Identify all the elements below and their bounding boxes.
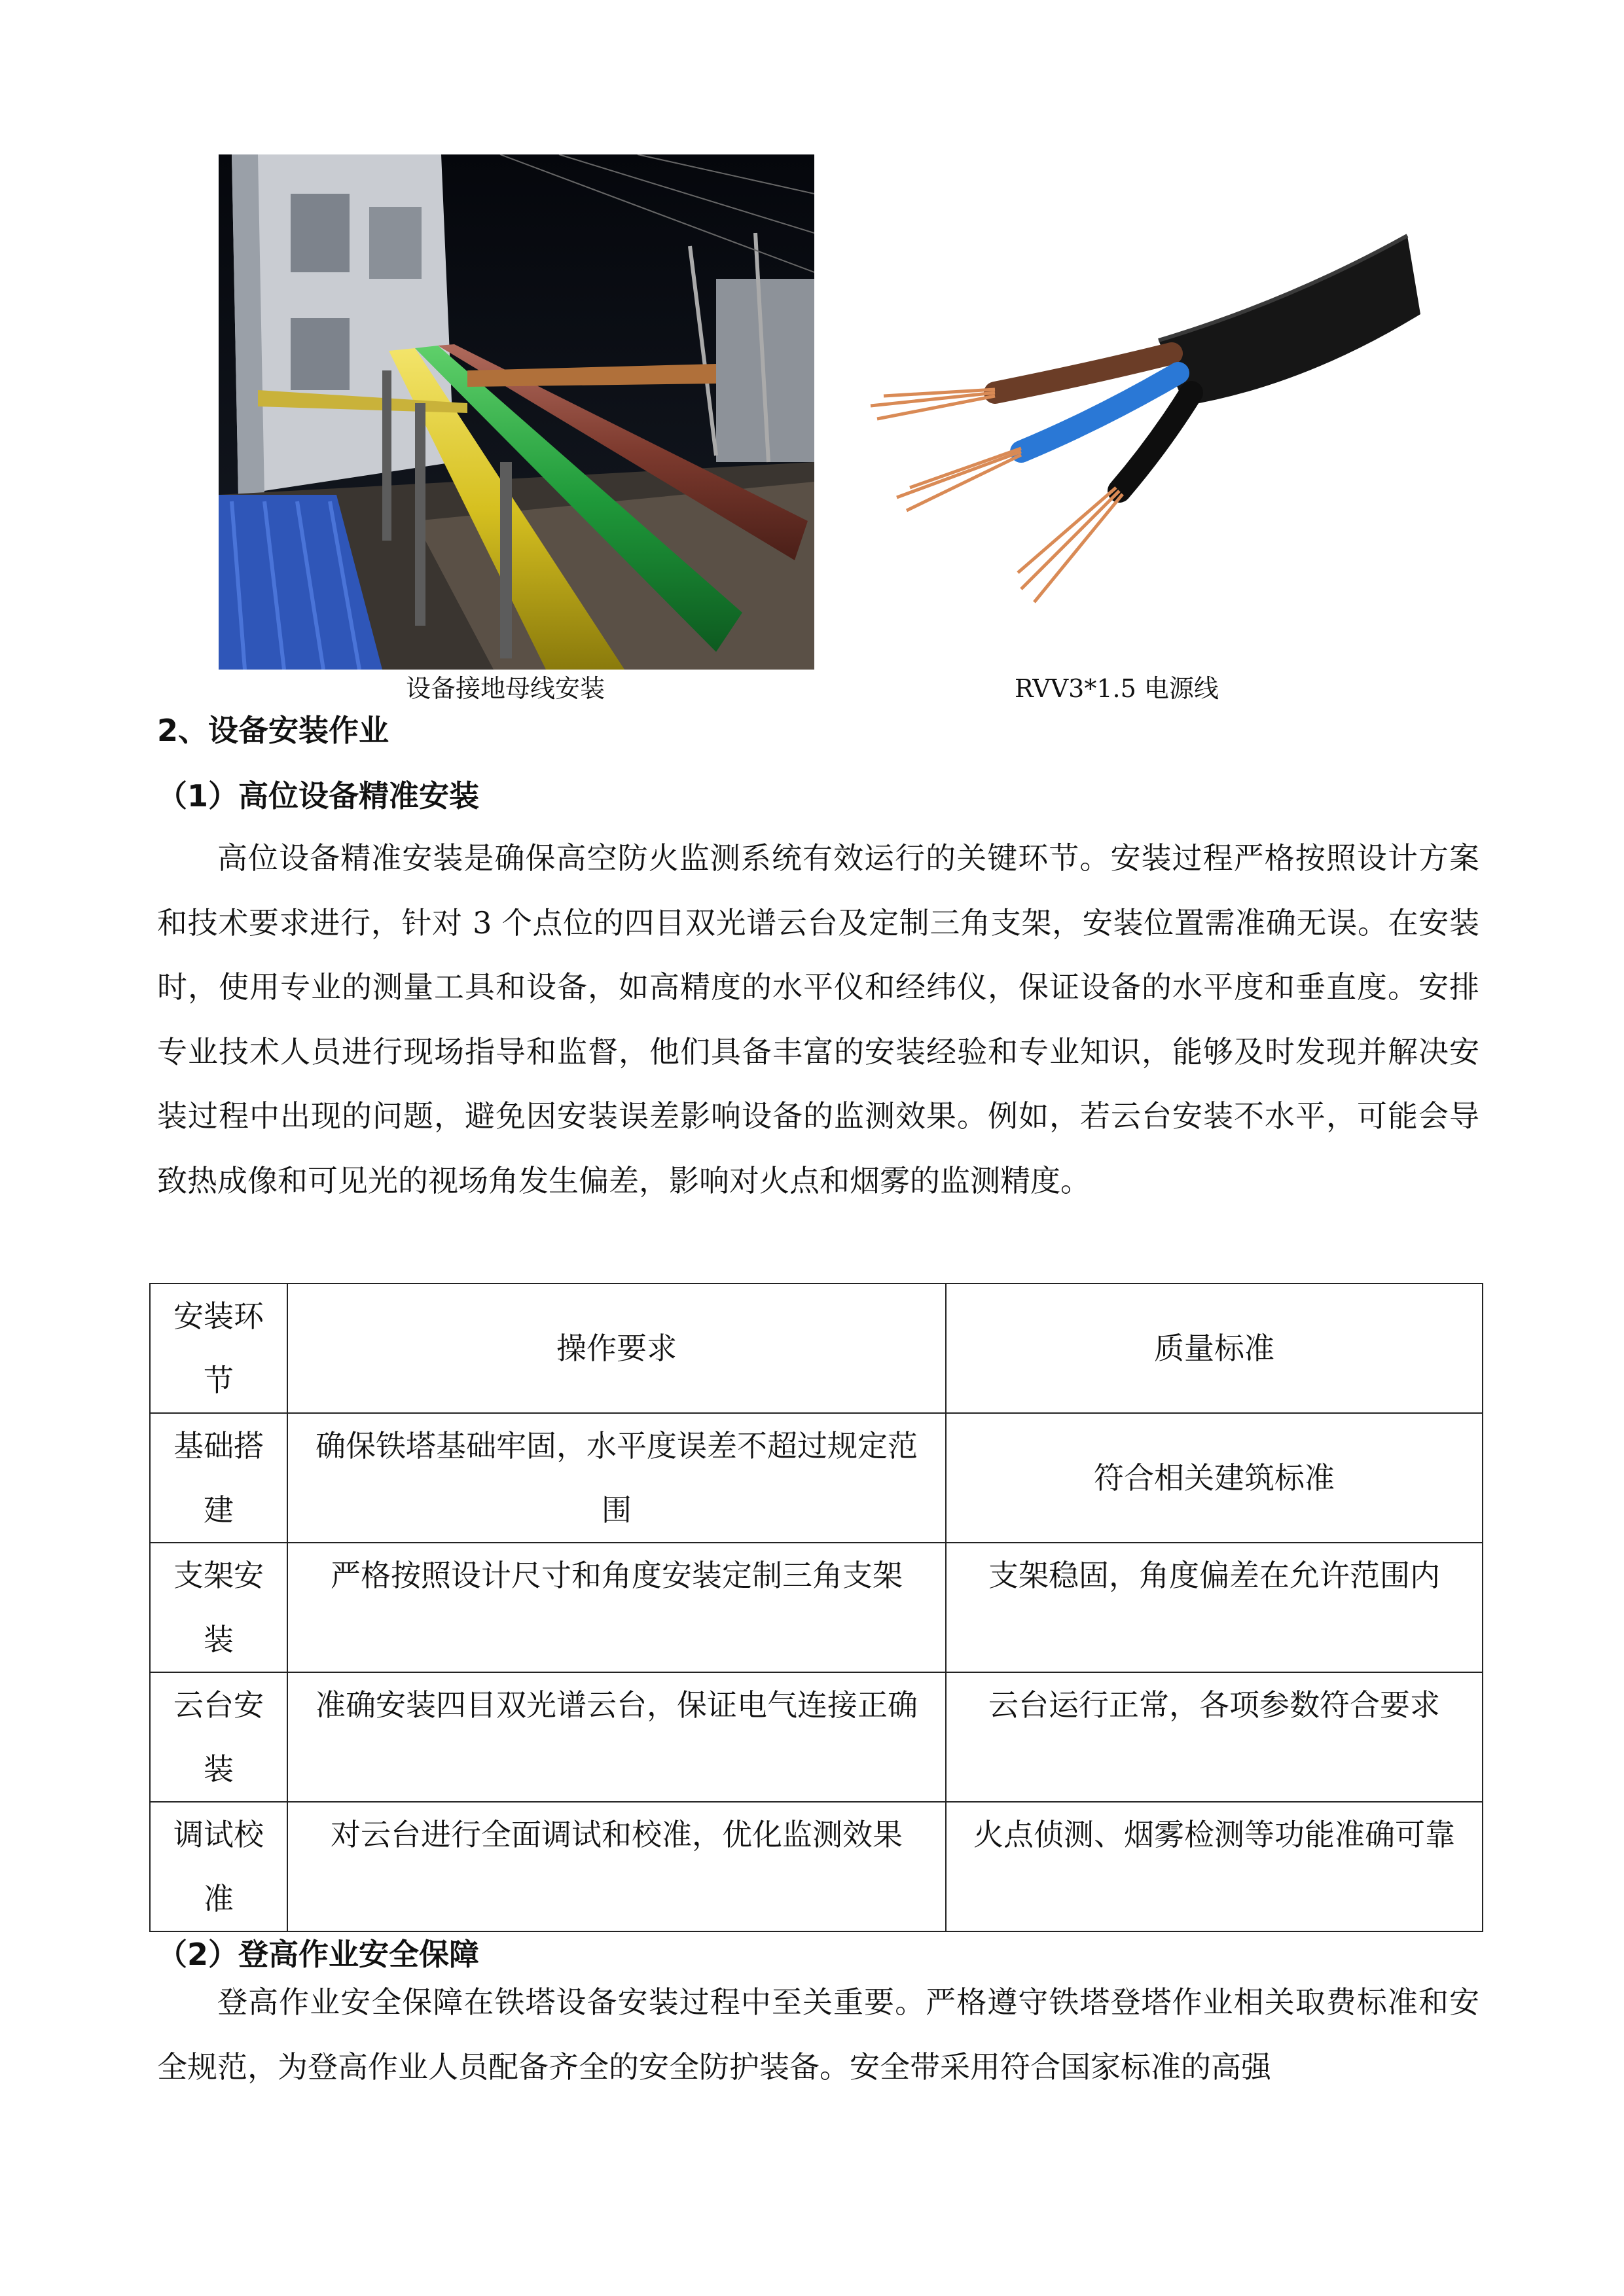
- table-cell: 准确安装四目双光谱云台，保证电气连接正确: [287, 1672, 946, 1802]
- photo-rvv-power-cable-icon: [844, 209, 1420, 628]
- table-row: [150, 1413, 1483, 1543]
- table-cell: 确保铁塔基础牢固，水平度误差不超过规定范围: [287, 1413, 946, 1543]
- table-cell: 支架安装: [150, 1543, 287, 1672]
- table-header-cell: 质量标准: [946, 1283, 1483, 1413]
- table-row: [150, 1802, 1483, 1931]
- figure-caption-right: RVV3*1.5 电源线: [1015, 674, 1219, 703]
- table-cell: 火点侦测、烟雾检测等功能准确可靠: [946, 1802, 1483, 1931]
- table-cell: 云台运行正常，各项参数符合要求: [946, 1672, 1483, 1802]
- table-cell: 基础搭建: [150, 1413, 287, 1543]
- photo-rvv-cable: [844, 209, 1420, 628]
- table-cell: 对云台进行全面调试和校准，优化监测效果: [287, 1802, 946, 1931]
- table-cell: 云台安装: [150, 1672, 287, 1802]
- paragraph-climbing-safety: 登高作业安全保障在铁塔设备安装过程中至关重要。严格遵守铁塔登塔作业相关取费标准和安全规范，为登高作业人员配备齐全的安全防护装备。安全带采用符合国家标准的高强: [157, 1984, 1479, 2085]
- section-heading: 2、设备安装作业: [157, 713, 389, 748]
- installation-table: [149, 1283, 1483, 1932]
- table-header-cell: 安装环节: [150, 1283, 287, 1413]
- table-cell: 符合相关建筑标准: [946, 1413, 1483, 1543]
- table-cell: 严格按照设计尺寸和角度安装定制三角支架: [287, 1543, 946, 1672]
- photo-grounding-busbar-pipes-icon: [219, 154, 814, 670]
- table-row: [150, 1672, 1483, 1802]
- photo-grounding-busbar: [219, 154, 814, 670]
- paragraph-high-position-install: 高位设备精准安装是确保高空防火监测系统有效运行的关键环节。安装过程严格按照设计方案和技术要求进行，针对 3 个点位的四目双光谱云台及定制三角支架，安装位置需准确无误。在安装时，使用专业的测量工具和设备，如高精度的水平仪和经纬仪，保证设备的水平度和垂直度。安排专业技术人员进行现场指导和监督，他们具备丰富的安装经验和专业知识，能够及时发现并解决安装过程中出现的问题，避免因安装误差影响设备的监测效果。例如，若云台安装不水平，可能会导致热成像和可见光的视场角发生偏差，影响对火点和烟雾的监测精度。: [157, 840, 1479, 1198]
- figure-caption-left: 设备接地母线安装: [406, 674, 605, 703]
- subsection-heading-1: （1）高位设备精准安装: [157, 778, 480, 814]
- subsection-heading-2: （2）登高作业安全保障: [157, 1937, 480, 1972]
- table-cell: 支架稳固，角度偏差在允许范围内: [946, 1543, 1483, 1672]
- table-row: [150, 1543, 1483, 1672]
- table-header-row: [150, 1283, 1483, 1413]
- table-header-cell: 操作要求: [287, 1283, 946, 1413]
- table-cell: 调试校准: [150, 1802, 287, 1931]
